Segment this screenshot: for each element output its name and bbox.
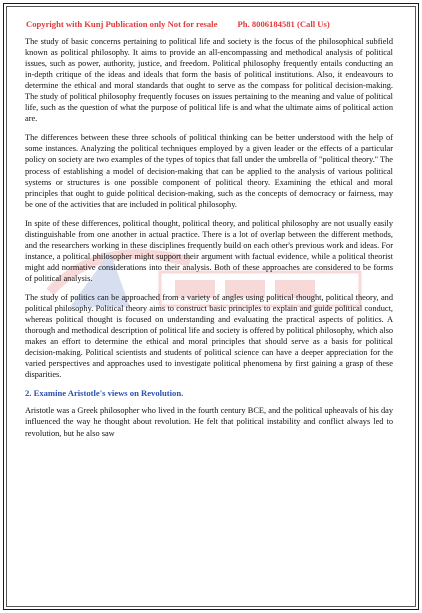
document-body <box>25 36 393 447</box>
body-paragraph: In spite of these differences, political thought, political theory, and political philosophy are not usually easily distinguishable from one another in actual practice. There is a lot of overlap between the different methods, and the researchers working in these disciplines frequently build on each other's previous work and ideas. For instance, a political philosopher might support their argument with factual evidence, while a political theorist might add normative considerations into their analysis. Both of these approaches are considered to be forms of political analysis. <box>25 218 393 283</box>
body-paragraph: The study of politics can be approached from a variety of angles using political thought, political theory, and political philosophy. Political theory aims to construct basic principles to explain and guide political conduct, whereas political thought is focused on understanding and evaluating the practical aspects of politics. A thorough and methodical description of political life and society is offered by political philosophy, which also makes an effort to determine the ethical and moral principles that should serve as a basis for political decision-making. Political scientists and students of political science can have a deeper appreciation for the varied perspectives and approaches used to investigate political phenomena by first gaining a grasp of these disparities. <box>25 292 393 380</box>
body-paragraph: The differences between these three schools of political thinking can be better understood with the help of some instances. Analyzing the political techniques employed by a given leader or the effects of a particular policy on society are two examples of the types of topics that fall under the umbrella of "political theory." The process of establishing a model of decision-making that can be applied to the analysis of various political systems or structures is one possible component of political theory. Examining the ethical and moral principles that ought to guide political decision-making, such as the concepts of democracy or fairness, may be one of the activities that are included in political philosophy. <box>25 133 393 209</box>
body-paragraph: The study of basic concerns pertaining to political life and society is the focus of the philosophical subfield known as political philosophy. It aims to provide an all-encompassing and methodical analysis of political issues, such as power, authority, justice, and freedom. Political philosophy frequently entails conducting an in-depth critique of the ideas and ideals that form the basis of political institutions. Also, it endeavours to determine the ethical and moral standards that ought to serve as the compass for political decision-making. The study of political philosophy frequently focuses on issues pertaining to the meaning and value of political life, such as the question of what the purpose of political life is and what the ultimate aims of political action are. <box>25 37 393 124</box>
body-paragraph: Aristotle was a Greek philosopher who lived in the fourth century BCE, and the political upheavals of his day influenced the way he thought about revolution. He felt that political instability and conflict always led to revolution, but he also saw <box>25 406 393 438</box>
contact-phone: Ph. 8006184581 (Call Us) <box>237 19 330 29</box>
copyright-notice: Copyright with Kunj Publication only Not for resale <box>26 19 218 29</box>
section-heading: 2. Examine Aristotle's views on Revolution. <box>25 388 184 399</box>
page-header <box>26 19 386 29</box>
